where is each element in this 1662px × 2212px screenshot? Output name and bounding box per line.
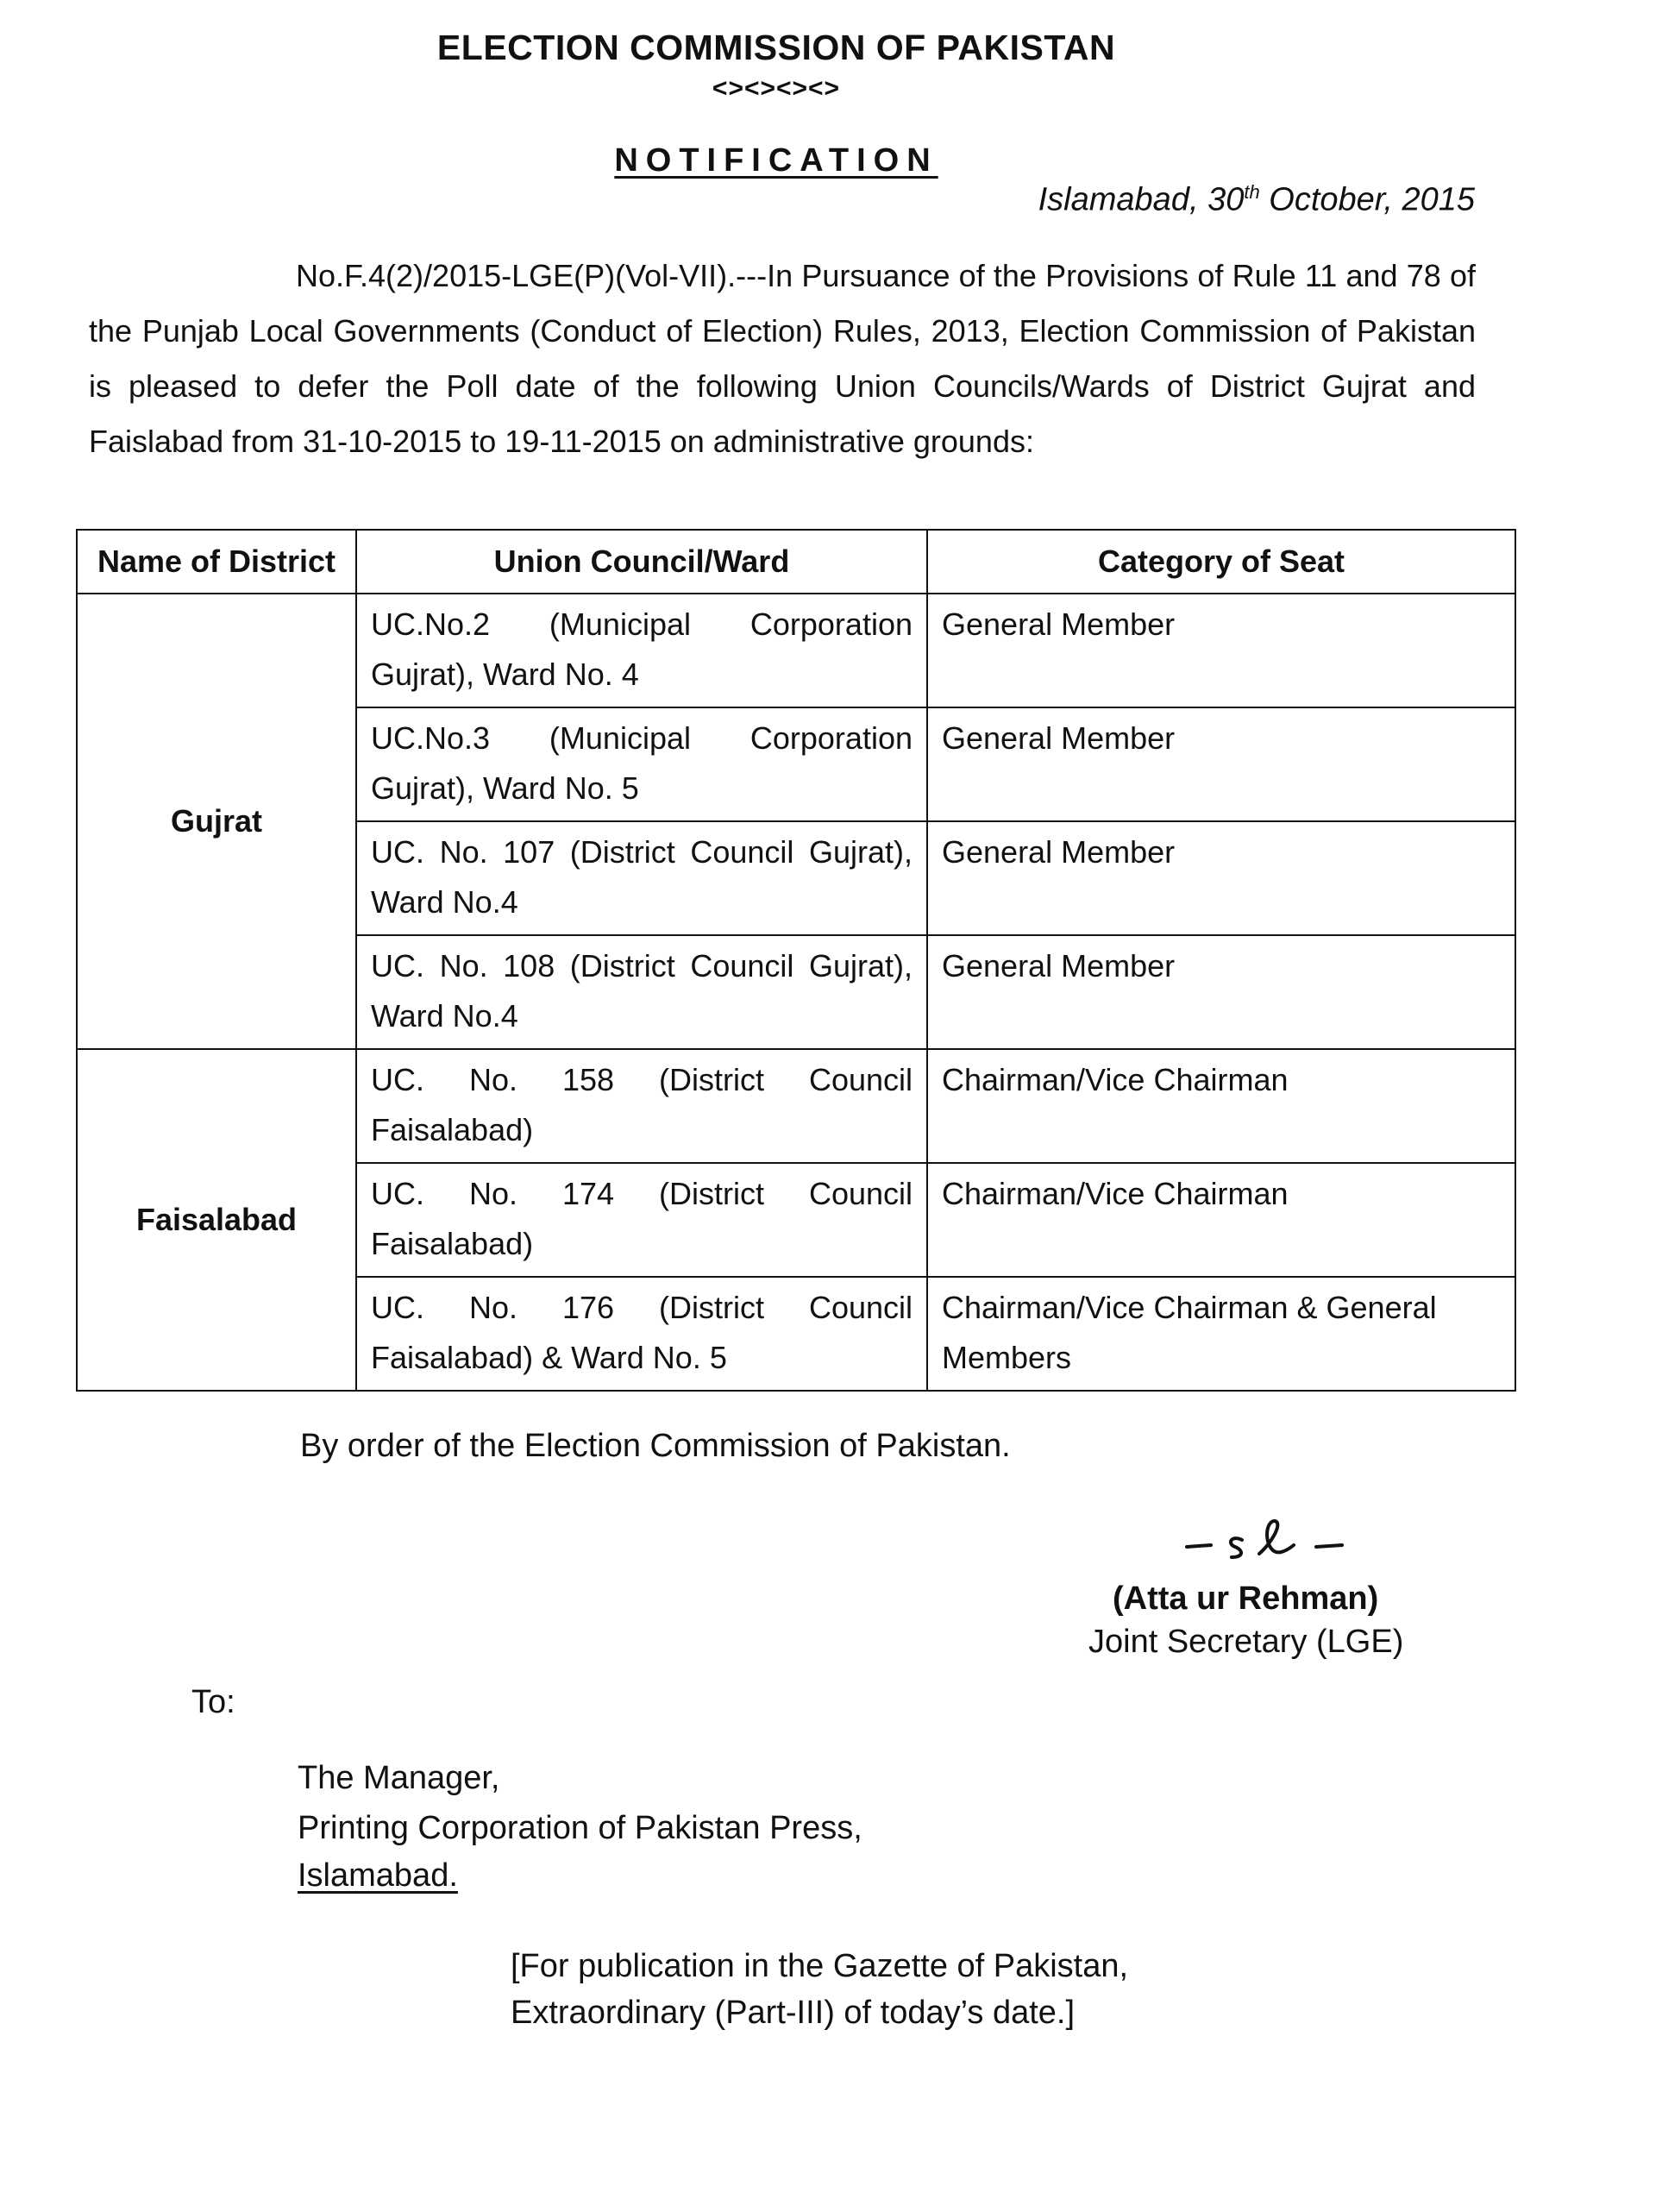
- union-council-cell: UC. No. 174 (District Council Faisalabad): [356, 1163, 927, 1277]
- notification-date: [1038, 181, 1475, 219]
- category-cell: Chairman/Vice Chairman & General Members: [927, 1277, 1515, 1391]
- category-cell: General Member: [927, 935, 1515, 1049]
- signature: [1182, 1514, 1354, 1566]
- category-cell: General Member: [927, 707, 1515, 821]
- to-label: To:: [191, 1684, 235, 1720]
- recipient-line: The Manager,: [298, 1760, 500, 1796]
- table-header-row: [77, 530, 1515, 594]
- date-prefix: Islamabad, 30: [1038, 181, 1245, 218]
- category-cell: General Member: [927, 821, 1515, 935]
- category-cell: General Member: [927, 594, 1515, 707]
- table-row: [77, 1049, 1515, 1163]
- union-council-cell: UC. No. 107 (District Council Gujrat), Ward No.4: [356, 821, 927, 935]
- category-cell: Chairman/Vice Chairman: [927, 1049, 1515, 1163]
- signer-title: Joint Secretary (LGE): [1088, 1624, 1404, 1660]
- date-suffix: October, 2015: [1259, 181, 1475, 218]
- union-council-table: [76, 529, 1516, 1392]
- district-cell: Faisalabad: [77, 1049, 356, 1391]
- title-ornament: <><><><>: [712, 74, 841, 103]
- table-row: [77, 594, 1515, 707]
- notification-paragraph: [89, 248, 1476, 469]
- header-category: Category of Seat: [927, 530, 1515, 594]
- date-ordinal: th: [1244, 181, 1260, 203]
- document-title: ELECTION COMMISSION OF PAKISTAN: [436, 28, 1116, 67]
- union-council-cell: UC.No.2 (Municipal Corporation Gujrat), Ward No. 4: [356, 594, 927, 707]
- header-union-council: Union Council/Ward: [356, 530, 927, 594]
- notification-heading: [0, 142, 1552, 179]
- publication-note: Extraordinary (Part-III) of today’s date.]: [511, 1995, 1076, 2031]
- publication-note: [For publication in the Gazette of Pakistan,: [511, 1948, 1129, 1984]
- signer-name: (Atta ur Rehman): [1113, 1580, 1379, 1617]
- union-council-cell: UC. No. 158 (District Council Faisalabad): [356, 1049, 927, 1163]
- notification-paragraph-text: No.F.4(2)/2015-LGE(P)(Vol-VII).---In Pursuance of the Provisions of Rule 11 and 78 of the Punjab Local Governments (Conduct of Election) Rules, 2013, Election Commission of Pakistan is pleased to defer the Poll date of the following Union Councils/Wards of District Gujrat and Faislabad from 31-10-2015 to 19-11-2015 on administrative grounds:: [89, 258, 1476, 459]
- district-cell: Gujrat: [77, 594, 356, 1049]
- union-council-cell: UC. No. 176 (District Council Faisalabad) & Ward No. 5: [356, 1277, 927, 1391]
- recipient-line: Printing Corporation of Pakistan Press,: [298, 1810, 862, 1846]
- order-line: By order of the Election Commission of Pakistan.: [300, 1428, 1011, 1464]
- notification-heading-text: NOTIFICATION: [614, 142, 938, 179]
- header-district: Name of District: [77, 530, 356, 594]
- recipient-city: Islamabad.: [298, 1857, 458, 1894]
- union-council-cell: UC.No.3 (Municipal Corporation Gujrat), Ward No. 5: [356, 707, 927, 821]
- union-council-cell: UC. No. 108 (District Council Gujrat), Ward No.4: [356, 935, 927, 1049]
- category-cell: Chairman/Vice Chairman: [927, 1163, 1515, 1277]
